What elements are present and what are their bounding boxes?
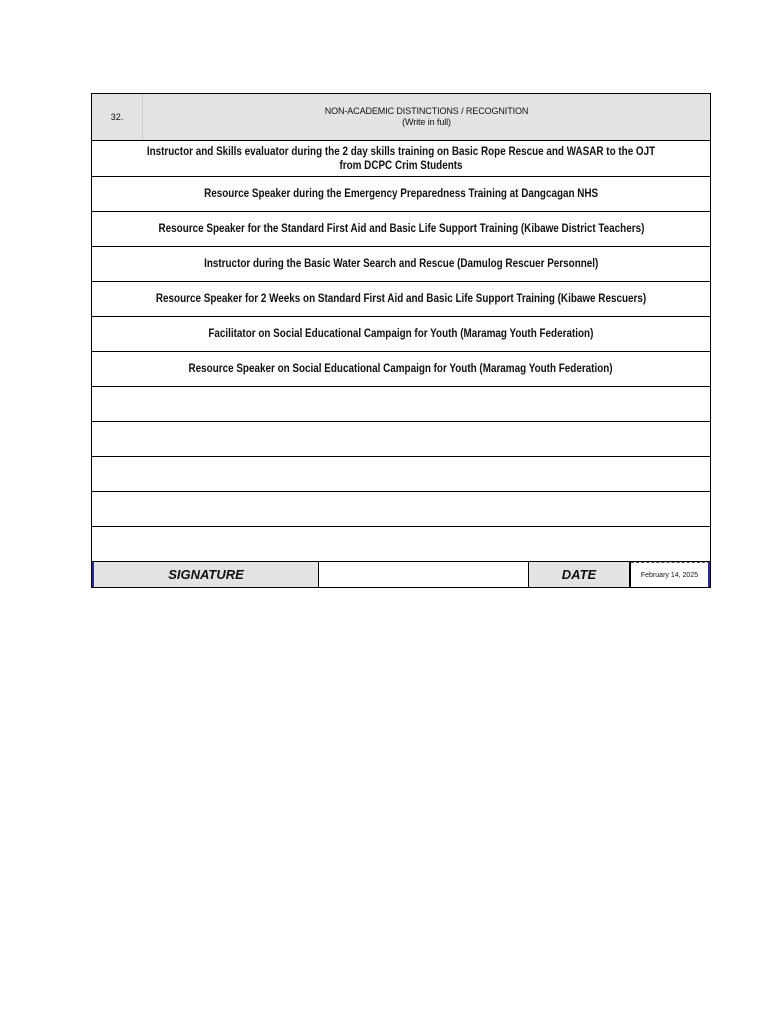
item-number: 32. [92,94,143,140]
entry-row[interactable] [92,457,710,492]
header-title-block [143,94,710,140]
entry-text: Facilitator on Social Educational Campaign for Youth (Maramag Youth Federation) [208,328,594,340]
signature-footer [92,561,710,587]
entry-text: Instructor and Skills evaluator during the 2 day skills training on Basic Rope Rescue and WASAR to the OJT from DCPC Crim Students [146,145,656,172]
entry-row[interactable] [92,177,710,212]
entry-row[interactable] [92,422,710,457]
entry-row[interactable] [92,317,710,352]
date-field[interactable]: February 14, 2025 [631,562,710,587]
entry-row[interactable] [92,527,710,562]
section-title: NON-ACADEMIC DISTINCTIONS / RECOGNITION [324,106,529,116]
entry-text: Resource Speaker during the Emergency Preparedness Training at Dangcagan NHS [203,188,599,200]
entry-text: Instructor during the Basic Water Search and Rescue (Damulog Rescuer Personnel) [203,258,599,270]
entry-text: Resource Speaker for 2 Weeks on Standard First Aid and Basic Life Support Training (Kibawe Rescuers) [155,293,647,305]
date-label: DATE [529,562,631,587]
entry-row[interactable] [92,212,710,247]
entry-text: Resource Speaker on Social Educational Campaign for Youth (Maramag Youth Federation) [188,363,614,375]
entry-row[interactable] [92,282,710,317]
signature-label: SIGNATURE [92,562,319,587]
entry-row[interactable] [92,387,710,422]
form-header [92,94,710,141]
entry-text: Resource Speaker for the Standard First Aid and Basic Life Support Training (Kibawe District Teachers) [158,223,644,235]
non-academic-distinctions-form [91,93,711,588]
entry-row[interactable] [92,352,710,387]
entry-row[interactable] [92,492,710,527]
entry-row[interactable] [92,247,710,282]
entry-row[interactable] [92,141,710,177]
section-subtitle: (Write in full) [402,117,451,127]
signature-field[interactable] [319,562,529,587]
